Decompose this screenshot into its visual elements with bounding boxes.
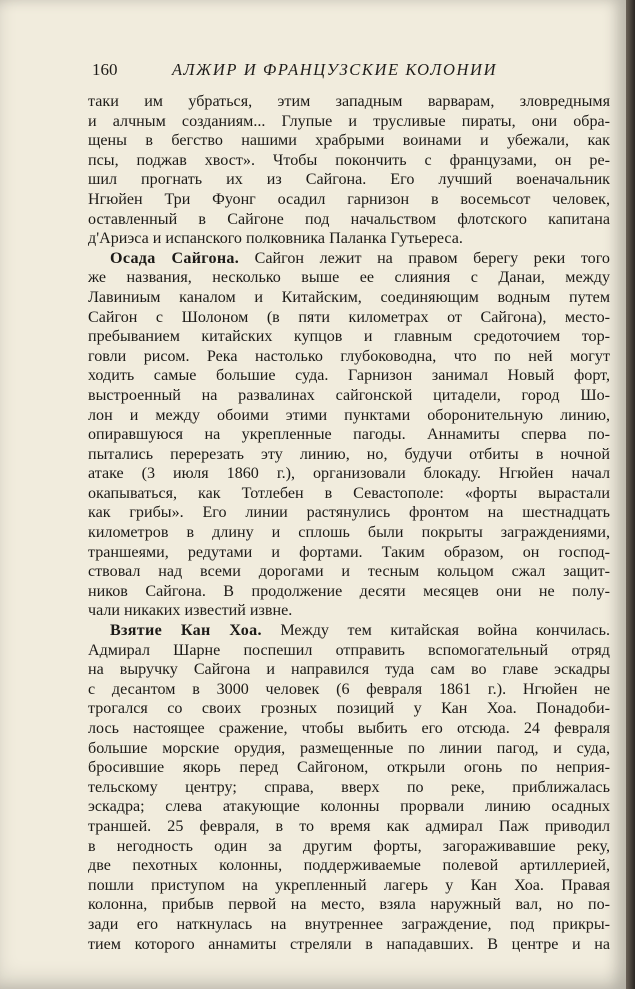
text-line: же названия, несколько выше ее слияния с Данаи, между [88, 269, 610, 287]
text-line: трогался со своих грозных позиций у Кан Хоа. Понадоби- [88, 700, 610, 718]
text-line: псы, поджав хвост». Чтобы покончить с французами, он ре- [88, 151, 610, 169]
text-line: окапываться, как Тотлебен в Севастополе: «форты вырастали [88, 484, 610, 502]
text-line: в негодность один за другим форты, загораживавшие реку, [88, 837, 610, 855]
text-line: Адмирал Шарне поспешил отправить вспомогательный отряд [88, 641, 610, 659]
text-line: километров в длину и сплошь были покрыты заграждениями, [88, 524, 610, 542]
paragraph-start-line [88, 249, 610, 269]
text-line: бросившие якорь перед Сайгоном, открыли огонь по неприя- [88, 759, 610, 777]
paragraph-start-line [88, 621, 610, 641]
text-line: пошли приступом на укрепленный лагерь у Кан Хоа. Правая [88, 876, 610, 894]
text-line: зади его наткнулась на внутреннее заграждение, под прикры- [88, 915, 610, 933]
text-line: Лавиниым каналом и Китайским, соединяющим водным путем [88, 288, 610, 306]
text-line: ников Сайгона. В продолжение десяти месяцев они не полу- [88, 582, 610, 600]
text-line: ствовал над всеми дорогами и тесным кольцом сжал защит- [88, 563, 610, 581]
section-subheading: Осада Сайгона. [110, 249, 240, 267]
text-line: шил прогнать их из Сайгона. Его лучший военачальник [88, 171, 610, 189]
text-line: тием которого аннамиты стреляли в нападавших. В центре и на [88, 935, 610, 953]
text-line: пребыванием китайских купцов и главным средоточием тор- [88, 328, 610, 346]
text-line: колонна, прибыв первой на место, взяла наружный вал, но по- [88, 896, 610, 914]
text-line: говли рисом. Река настолько глубоководна, что по ней могут [88, 347, 610, 365]
text-line: с десантом в 3000 человек (6 февраля 1861 г.). Нгюйен не [88, 680, 610, 698]
section-subheading: Взятие Кан Хоа. [110, 622, 262, 640]
text-line: лон и между обоими этими пунктами оборонительную линию, [88, 406, 610, 424]
text-line: как грибы». Его линии растянулись фронтом на шестнадцать [88, 504, 610, 522]
text-line: лось настоящее сражение, чтобы выбить его отсюда. 24 февраля [88, 720, 610, 737]
text-line-rest: Сайгон лежит на правом берегу реки того [254, 249, 610, 267]
text-line: опиравшуюся на укрепленные пагоды. Аннамиты сперва по- [88, 426, 610, 444]
text-line: д'Ариэса и испанского полковника Паланка Гутьереса. [88, 230, 463, 248]
text-line: оставленный в Сайгоне под начальством флотского капитана [88, 210, 610, 228]
text-line: эскадра; слева атакующие колонны прорвали линию осадных [88, 798, 610, 816]
text-line: тельскому центру; справа, вверх по реке, приближалась [88, 778, 610, 796]
running-title: АЛЖИР И ФРАНЦУЗСКИЕ КОЛОНИИ [172, 60, 498, 79]
text-line: щены в бегство нашими храбрыми воинами и убежали, как [88, 132, 610, 150]
text-line: траншеями, редутами и фортами. Таким образом, он господ- [88, 543, 610, 561]
text-line: пытались перерезать эту линию, но, будучи отбиты в ночной [88, 445, 610, 463]
page-edge-shadow [626, 0, 635, 989]
text-line: атаке (3 июля 1860 г.), организовали блокаду. Нгюйен начал [88, 465, 610, 483]
text-line: две пехотных колонны, поддерживаемые полевой артиллерией, [88, 857, 610, 875]
text-line: таки им убраться, этим западным варварам, зловреднымя [88, 93, 610, 110]
text-line: на выручку Сайгона и направился туда сам во главе эскадры [88, 661, 610, 679]
text-line: Нгюйен Три Фуонг осадил гарнизон в восемьсот человек, [88, 190, 610, 208]
body-text [88, 92, 610, 954]
text-line: большие морские орудия, размещенные по линии пагод, и суда, [88, 739, 610, 757]
text-line: ходить самые большие суда. Гарнизон занимал Новый форт, [88, 367, 610, 385]
text-line: выстроенный на развалинах сайгонской цитадели, город Шо- [88, 386, 610, 404]
text-line-rest: Между тем китайская война кончилась. [280, 622, 610, 640]
text-line: чали никаких известий извне. [88, 602, 293, 620]
page-number: 160 [92, 60, 118, 79]
text-line: и алчным созданиям... Глупые и трусливые пираты, они обра- [88, 112, 610, 130]
text-line: Сайгон с Шолоном (в пяти километрах от Сайгона), место- [88, 308, 610, 326]
page-header [92, 60, 602, 86]
text-line: траншей. 25 февраля, в то время как адмирал Паж приводил [88, 817, 610, 835]
